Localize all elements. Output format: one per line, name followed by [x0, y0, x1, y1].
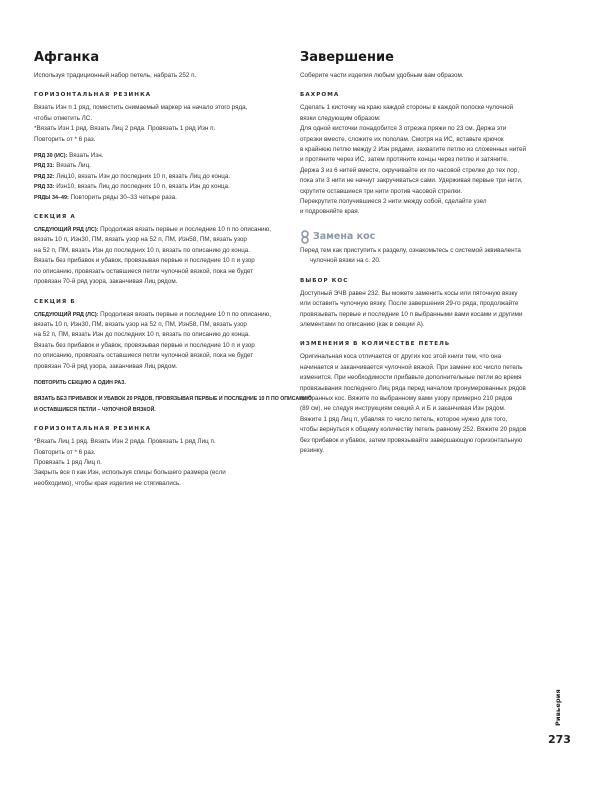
running-section-label-text: Ривьерия	[554, 689, 562, 726]
text-line: Провязать 1 ряд Лиц п.	[34, 458, 103, 466]
row-text: Продолжая вязать первые и последние 10 п по описанию,	[98, 226, 271, 234]
row-label: РЯД 33:	[34, 184, 55, 191]
text-line: Оригинальная коса отличается от других кос этой книги тем, что она	[300, 353, 502, 361]
knot-icon	[300, 230, 310, 244]
text-line: чтобы вернуться к общему количеству петель равному 252. Вяжите 20 рядов	[300, 426, 527, 434]
row-instruction	[34, 193, 274, 203]
text-line: Доступный ЭЧВ равен 232. Вы можете заменить косы или пяточную вязку	[300, 289, 518, 297]
text-line: изменится. При необходимости прибавьте дополнительные петли во время	[300, 374, 522, 382]
text-line: или оставить чулочную вязку. После завершения 29-го ряда, продолжайте	[300, 300, 519, 308]
heading-section-b: СЕКЦИЯ Б	[34, 298, 76, 305]
heading-ribbing-bottom: ГОРИЗОНТАЛЬНАЯ РЕЗИНКА	[34, 426, 152, 433]
text-line: чулочной вязки на с. 20.	[310, 257, 381, 265]
row-text: Вязать Лиц.	[54, 162, 91, 170]
text-line: Вязать без прибавок и убавок, провязывая первые и последние 10 п и узор	[34, 341, 255, 349]
text-line: Перекрутите получившиеся 2 нити между собой, сделайте узел	[300, 198, 487, 206]
row-label: СЛЕДУЮЩИЙ РЯД (ЛС):	[34, 227, 99, 234]
text-line: Вязать Изн п 1 ряд, поместить снимаемый маркер на начало этого ряда,	[34, 104, 248, 112]
section-title-finishing: Завершение	[300, 50, 394, 65]
text-line: без прибавок и убавок, затем провязывайте завершающую горизонтальную	[300, 436, 523, 444]
text-line: провязывания последнего Лиц ряда перед началом пронумерованных рядов	[300, 384, 526, 392]
text-line: Перед тем как приступить к разделу, ознакомьтесь с системой эквивалента	[300, 246, 521, 254]
row-text: Продолжая вязать первые и последние 10 п по описанию,	[98, 310, 271, 318]
text-line: вязки следующим образом:	[300, 114, 381, 122]
cable-substitution-header	[300, 230, 558, 244]
text-line: Вяжите 1 ряд Лиц п, убавляя то число петель, которое нужно для того,	[300, 415, 508, 423]
text-line: по описанию, провязать оставшиеся петли чулочной вязкой, пока не будет	[34, 352, 254, 360]
text-line	[34, 310, 274, 320]
text-line: *Вязать Изн 1 ряд. Вязать Лиц 2 ряда. Провязать 1 ряд Изн п.	[34, 125, 216, 133]
text-line: Вязать без прибавок и убавок, провязывая первые и последние 10 п и узор	[34, 257, 255, 265]
text-line: выбранных кос. Вяжите по выбранному вами узору примерно 210 рядов	[300, 394, 513, 402]
text-line: на 52 п, ПМ, вязать Изн до последних 10 п, вязать по описанию до конца.	[34, 331, 251, 339]
intro-text: Соберите части изделия любым удобным вам образом.	[300, 72, 464, 79]
page-number: 273	[548, 733, 571, 746]
text-line: элементами по описанию (как в секции А).	[300, 320, 425, 328]
heading-fringe: БАХРОМА	[300, 92, 340, 99]
row-label: РЯДЫ 34–49:	[34, 194, 69, 201]
text-line	[34, 225, 274, 235]
row-instruction	[34, 182, 274, 192]
text-line: Сделать 1 кисточку на краю каждой стороны в каждой полоске чулочной	[300, 104, 514, 112]
row-text: Изн10, вязать Лиц до последних 10 п, вязать Изн до конца.	[54, 183, 230, 191]
text-line: необходимо), чтобы края изделия не стягивались.	[34, 479, 182, 487]
text-line: вязать 10 п, Изн30, ПМ, вязать узор на 52 п, ПМ, Изн58, ПМ, вязать узор	[34, 236, 247, 244]
text-line: провязан 70-й ряд узора, заканчивая Лиц рядом.	[34, 278, 178, 286]
repeat-instruction: ПОВТОРИТЬ СЕКЦИЮ А ОДИН РАЗ.	[34, 379, 126, 386]
text-line: Закрыть все п как Изн, используя спицы большего размера (если	[34, 469, 226, 477]
row-text: Вязать Изн.	[67, 152, 104, 160]
heading-cable-choice: ВЫБОР КОС	[300, 277, 349, 284]
text-line: (89 см), не следуя инструкциям секций А и Б и заканчивая Изн рядом.	[300, 405, 506, 413]
text-line: *Вязать Лиц 1 ряд. Вязать Изн 2 ряда. Провязать 1 ряд Лиц п.	[34, 438, 216, 446]
repeat-instruction: ВЯЗАТЬ БЕЗ ПРИБАВОК И УБАВОК 20 РЯДОВ, ПРОВЯЗЫВАЯ ПЕРВЫЕ И ПОСЛЕДНИЕ 10 П ПО ОПИСАНИЮ	[34, 396, 312, 403]
text-line: вязать 10 п, Изн30, ПМ, вязать узор на 52 п, ПМ, Изн58, ПМ, вязать узор	[34, 320, 247, 328]
heading-stitch-count: ИЗМЕНЕНИЯ В КОЛИЧЕСТВЕ ПЕТЕЛЬ	[300, 341, 451, 348]
row-label: РЯД 30 (ИС):	[34, 153, 68, 160]
right-column	[300, 50, 558, 456]
text-line: отрезки вместе, сложите их пополам. Смотря на ИС, вставьте крючок	[300, 135, 504, 143]
text-line: и протяните через ИС, затем протяните концы через петлю и затяните.	[300, 156, 509, 164]
text-line: на 52 п, ПМ, вязать Изн до последних 10 п, вязать по описанию до конца.	[34, 246, 251, 254]
running-section-label	[554, 676, 566, 726]
row-label: РЯД 31:	[34, 163, 55, 170]
row-label: РЯД 32:	[34, 173, 55, 180]
row-text: Повторить ряды 30–33 четыре раза.	[68, 193, 177, 201]
text-line: провязывать первые и последние 10 п выбранными вами косами и другими	[300, 310, 523, 318]
text-line: по описанию, провязать оставшиеся петли чулочной вязкой, пока не будет	[34, 267, 254, 275]
text-line: скрутите оставшиеся три нити против часовой стрелки.	[300, 187, 463, 195]
row-label: СЛЕДУЮЩИЙ РЯД (ЛС):	[34, 311, 99, 318]
heading-section-a: СЕКЦИЯ А	[34, 214, 76, 221]
text-line: чтобы отметить ЛС.	[34, 114, 93, 122]
intro-text: Используя традиционный набор петель, набрать 252 п.	[34, 72, 197, 79]
text-line: Для одной кисточки понадобится 3 отрезка пряжи по 23 см. Держа эти	[300, 125, 507, 133]
text-line: в крайнюю петлю между 2 Изн рядами, захватите петлю из сложенных нитей	[300, 146, 527, 154]
text-line: и подровняйте края.	[300, 208, 360, 216]
text-line: пока эти 3 нити не начнут закручиваться сами. Удерживая первые три нити,	[300, 177, 523, 185]
text-line: провязан 70-й ряд узора, заканчивая Лиц рядом.	[34, 362, 178, 370]
row-instruction	[34, 172, 274, 182]
text-line: резинку.	[300, 446, 324, 454]
cable-substitution-title: Замена кос	[313, 231, 376, 243]
text-line: Держа 3 из 6 нитей вместе, скручивайте их по часовой стрелке до тех пор,	[300, 166, 520, 174]
row-text: Лиц10, вязать Изн до последних 10 п, вязать Лиц до конца.	[54, 172, 231, 180]
row-instruction	[34, 151, 274, 161]
text-line: начинается и заканчивается чулочной вязкой. При замене кос число петель	[300, 363, 523, 371]
text-line: Повторить от * 6 раз.	[34, 135, 96, 143]
repeat-instruction: И ОСТАВШИЕСЯ ПЕТЛИ – ЧУЛОЧНОЙ ВЯЗКОЙ.	[34, 406, 156, 413]
row-instruction	[34, 161, 274, 171]
section-title-afganka: Афганка	[34, 50, 100, 65]
heading-ribbing-top: ГОРИЗОНТАЛЬНАЯ РЕЗИНКА	[34, 92, 152, 99]
text-line: Повторить от * 6 раз.	[34, 448, 96, 456]
